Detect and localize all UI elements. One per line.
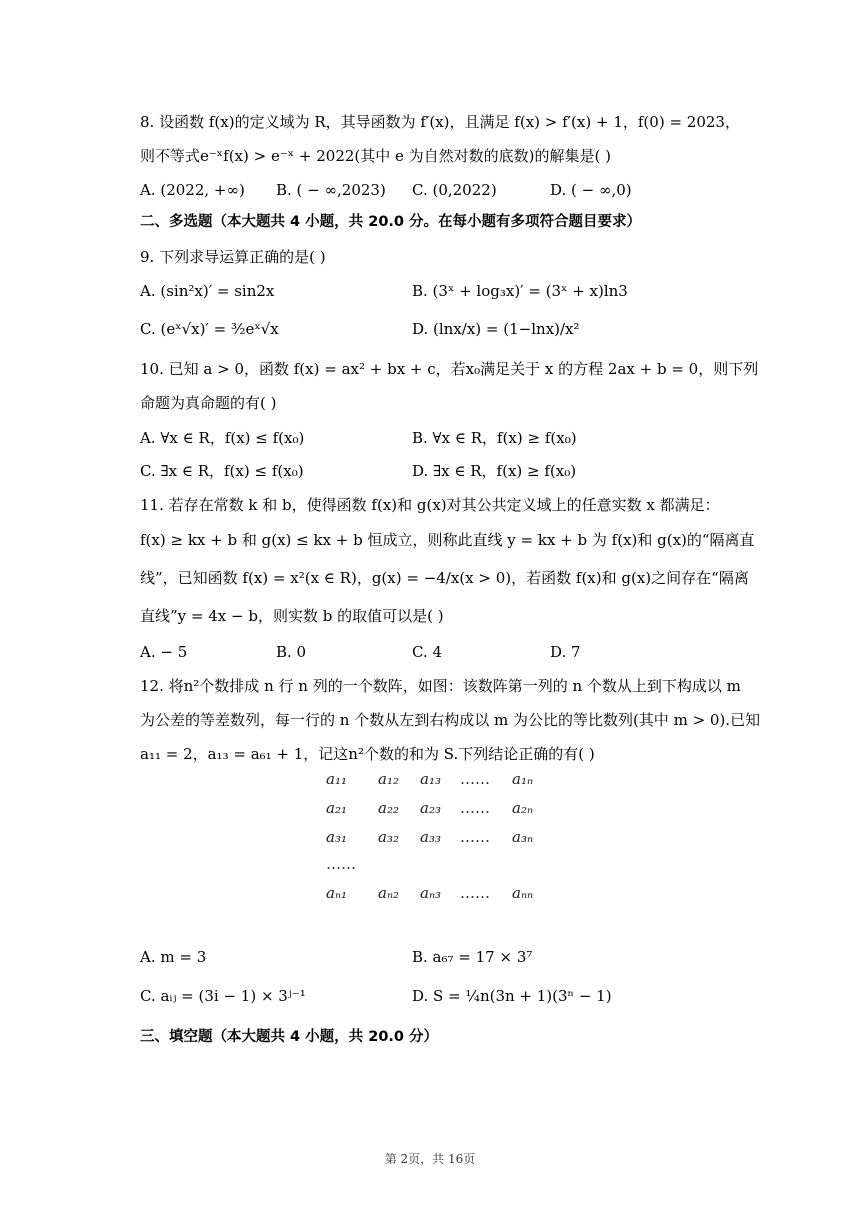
q11-line2: f(x) ≥ kx + b 和 g(x) ≤ kx + b 恒成立，则称此直线 y = kx + b 为 f(x)和 g(x)的“隔离直 xyxy=(140,531,755,549)
q8-option-c: C. (0,2022) xyxy=(412,181,497,199)
matrix-cell: a₃₂ xyxy=(378,828,399,846)
matrix-cell: a₂₃ xyxy=(420,799,441,817)
q12-number-matrix-figure xyxy=(322,766,552,912)
matrix-cell: a₁ₙ xyxy=(512,770,534,788)
q12-option-b: B. a₆₇ = 17 × 3⁷ xyxy=(412,948,533,966)
section-2-title: 二、多选题（本大题共 4 小题，共 20.0 分。在每小题有多项符合题目要求） xyxy=(140,214,642,230)
q12-line3: a₁₁ = 2，a₁₃ = a₆₁ + 1，记这n²个数的和为 S.下列结论正确的有( ) xyxy=(140,745,595,763)
matrix-cell: aₙₙ xyxy=(512,884,534,902)
q10-line2: 命题为真命题的有( ) xyxy=(140,394,277,412)
matrix-cell: a₁₁ xyxy=(326,770,347,788)
q8-option-a: A. (2022, +∞) xyxy=(140,181,245,199)
matrix-ellipsis: …… xyxy=(460,884,490,902)
q8-line2: 则不等式e⁻ˣf(x) > e⁻ˣ + 2022(其中 e 为自然对数的底数)的解集是( ) xyxy=(140,147,611,165)
q12-option-c: C. aᵢⱼ = (3i − 1) × 3ʲ⁻¹ xyxy=(140,987,306,1005)
matrix-cell: aₙ₃ xyxy=(420,884,442,902)
matrix-cell: a₃₁ xyxy=(326,828,347,846)
matrix-ellipsis: …… xyxy=(460,799,490,817)
q8-option-b: B. ( − ∞,2023) xyxy=(276,181,386,199)
matrix-ellipsis: …… xyxy=(460,770,490,788)
q8-line1: 8. 设函数 f(x)的定义域为 R，其导函数为 f′(x)，且满足 f(x) > f′(x) + 1，f(0) = 2023， xyxy=(140,113,740,131)
q10-option-c: C. ∃x ∈ R，f(x) ≤ f(x₀) xyxy=(140,462,304,480)
q9-stem: 9. 下列求导运算正确的是( ) xyxy=(140,248,326,266)
matrix-cell: a₂₂ xyxy=(378,799,399,817)
q9-option-a: A. (sin²x)′ = sin2x xyxy=(140,282,275,300)
q11-line4: 直线”y = 4x − b，则实数 b 的取值可以是( ) xyxy=(140,607,444,625)
q10-option-d: D. ∃x ∈ R，f(x) ≥ f(x₀) xyxy=(412,462,577,480)
matrix-cell: a₁₃ xyxy=(420,770,441,788)
page-number-footer: 第 2页，共 16页 xyxy=(384,1152,476,1166)
q11-line3: 线”，已知函数 f(x) = x²(x ∈ R)，g(x) = −4/x(x > 0)，若函数 f(x)和 g(x)之间存在“隔离 xyxy=(140,569,749,587)
q12-line1: 12. 将n²个数排成 n 行 n 列的一个数阵，如图：该数阵第一列的 n 个数从上到下构成以 m xyxy=(140,677,741,695)
matrix-ellipsis: …… xyxy=(326,855,356,873)
matrix-ellipsis: …… xyxy=(460,828,490,846)
section-3-title: 三、填空题（本大题共 4 小题，共 20.0 分） xyxy=(140,1029,439,1045)
q12-option-a: A. m = 3 xyxy=(140,948,207,966)
matrix-cell: aₙ₁ xyxy=(326,884,348,902)
q11-line1: 11. 若存在常数 k 和 b，使得函数 f(x)和 g(x)对其公共定义域上的任意实数 x 都满足： xyxy=(140,496,720,514)
q9-option-d: D. (lnx/x) = (1−lnx)/x² xyxy=(412,320,580,338)
q10-option-a: A. ∀x ∈ R，f(x) ≤ f(x₀) xyxy=(140,429,305,447)
matrix-cell: aₙ₂ xyxy=(378,884,400,902)
q10-line1: 10. 已知 a > 0，函数 f(x) = ax² + bx + c，若x₀满足关于 x 的方程 2ax + b = 0，则下列 xyxy=(140,360,759,378)
matrix-cell: a₃₃ xyxy=(420,828,441,846)
matrix-cell: a₁₂ xyxy=(378,770,399,788)
q9-option-c: C. (eˣ√x)′ = ³⁄₂eˣ√x xyxy=(140,320,279,338)
matrix-cell: a₃ₙ xyxy=(512,828,534,846)
q12-option-d: D. S = ¼n(3n + 1)(3ⁿ − 1) xyxy=(412,987,612,1005)
q8-option-d: D. ( − ∞,0) xyxy=(550,181,632,199)
q10-option-b: B. ∀x ∈ R，f(x) ≥ f(x₀) xyxy=(412,429,577,447)
q11-option-a: A. − 5 xyxy=(140,643,188,661)
q12-line2: 为公差的等差数列，每一行的 n 个数从左到右构成以 m 为公比的等比数列(其中 m > 0).已知 xyxy=(140,711,761,729)
matrix-cell: a₂ₙ xyxy=(512,799,534,817)
q11-option-c: C. 4 xyxy=(412,643,443,661)
q11-option-b: B. 0 xyxy=(276,643,307,661)
q9-option-b: B. (3ˣ + log₃x)′ = (3ˣ + x)ln3 xyxy=(412,282,628,300)
matrix-cell: a₂₁ xyxy=(326,799,347,817)
q11-option-d: D. 7 xyxy=(550,643,581,661)
